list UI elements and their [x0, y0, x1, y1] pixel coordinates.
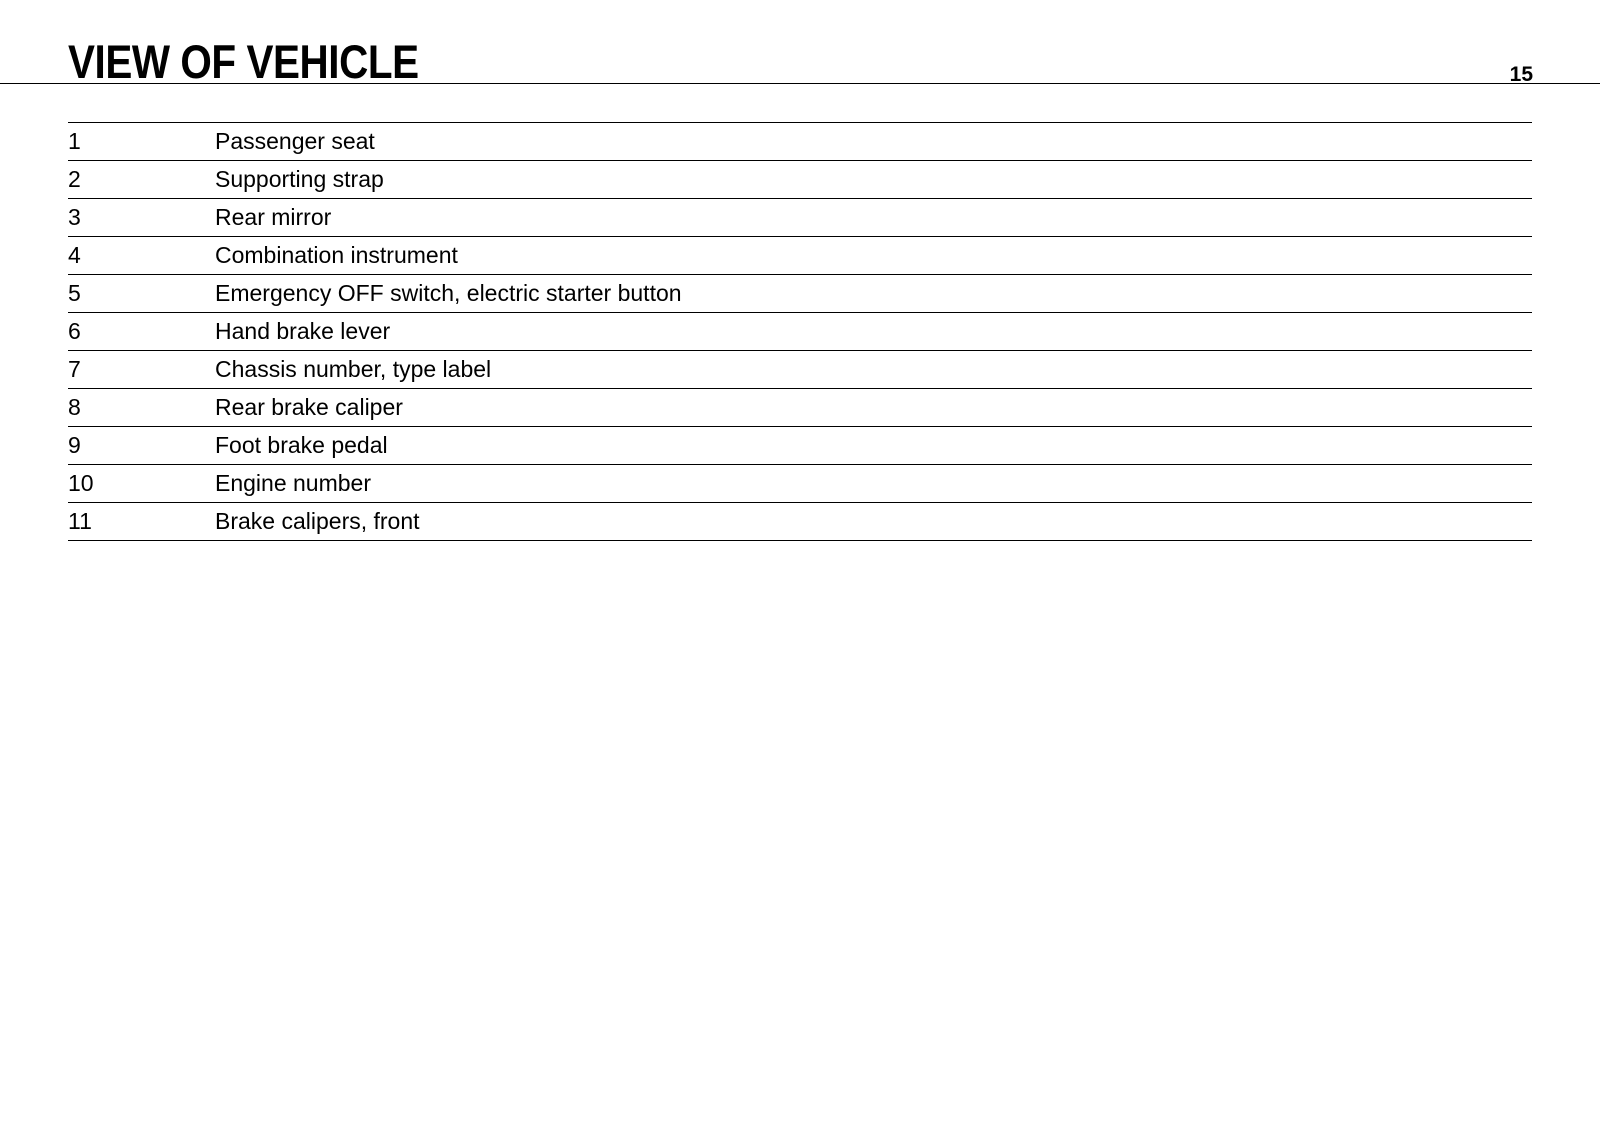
legend-item-number: 4	[68, 242, 81, 268]
legend-item-label: Hand brake lever	[215, 318, 391, 344]
legend-item	[68, 313, 1532, 351]
legend-item-number: 8	[68, 394, 81, 420]
title-rule	[0, 83, 1600, 84]
legend-item	[68, 123, 1532, 161]
legend-list	[68, 122, 1532, 541]
legend-item-label: Foot brake pedal	[215, 432, 388, 458]
legend-item	[68, 465, 1532, 503]
legend-item-number: 9	[68, 432, 81, 458]
legend-item-label: Rear mirror	[215, 204, 332, 230]
legend-item-label: Passenger seat	[215, 128, 375, 154]
legend-item-number: 6	[68, 318, 81, 344]
page-title: VIEW OF VEHICLE	[68, 35, 419, 88]
legend-item-label: Engine number	[215, 470, 371, 496]
legend-item-label: Chassis number, type label	[215, 356, 492, 382]
legend-item-number: 10	[68, 470, 94, 496]
legend-item-number: 1	[68, 128, 81, 154]
legend-item-label: Emergency OFF switch, electric starter button	[215, 280, 682, 306]
legend-item-number: 11	[68, 508, 92, 534]
legend-item	[68, 389, 1532, 427]
legend-item-number: 7	[68, 356, 81, 382]
legend-item-label: Brake calipers, front	[215, 508, 420, 534]
legend-item-number: 2	[68, 166, 81, 192]
legend-item	[68, 427, 1532, 465]
legend-item-number: 3	[68, 204, 81, 230]
legend-item	[68, 351, 1532, 389]
legend-item	[68, 161, 1532, 199]
legend-item-label: Rear brake caliper	[215, 394, 403, 420]
legend-item-label: Supporting strap	[215, 166, 384, 192]
page-number: 15	[1509, 63, 1533, 86]
legend-item	[68, 199, 1532, 237]
legend-item	[68, 275, 1532, 313]
legend-item	[68, 237, 1532, 275]
legend-item	[68, 503, 1532, 541]
legend-item-number: 5	[68, 280, 81, 306]
legend-item-label: Combination instrument	[215, 242, 458, 268]
